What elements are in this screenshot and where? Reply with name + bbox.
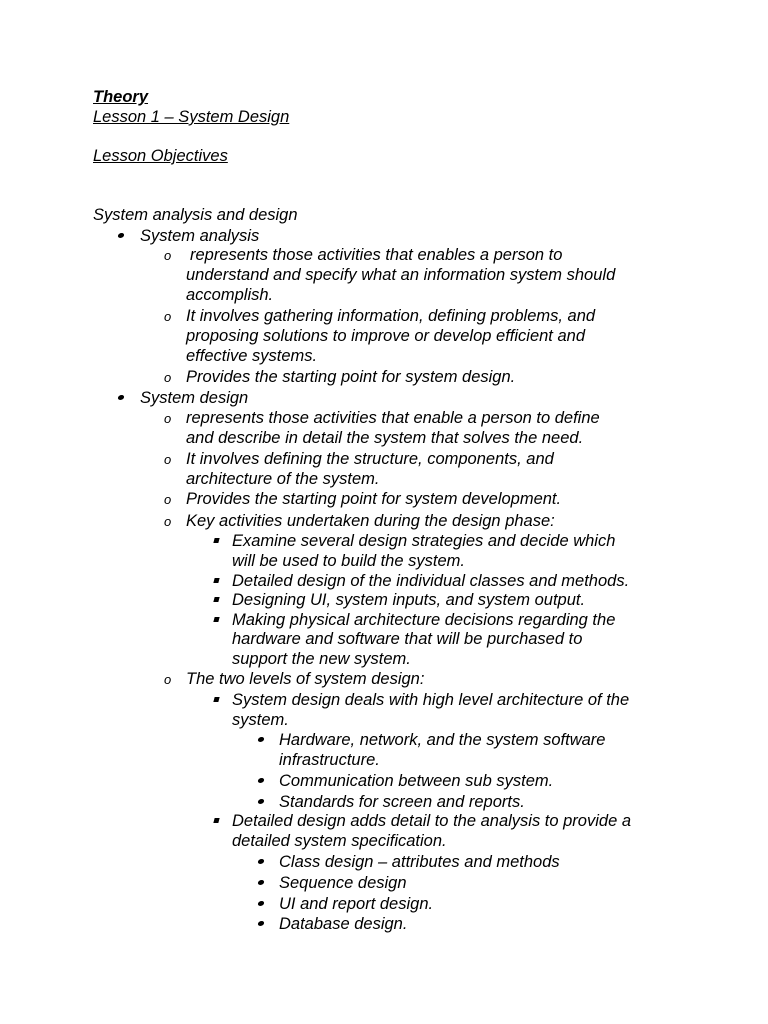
- level-1-point-1-line-1: Hardware, network, and the system software: [279, 731, 606, 749]
- key-activity-4-line-1: Making physical architecture decisions regarding the: [232, 611, 616, 629]
- square-bullet-icon: [213, 597, 219, 602]
- hollow-bullet-icon: o: [164, 411, 172, 426]
- hollow-bullet-icon: o: [164, 672, 172, 687]
- bullet-dot-icon: [117, 395, 124, 400]
- design-item-4: Key activities undertaken during the design phase:: [186, 512, 555, 530]
- section-title: System analysis and design: [93, 206, 298, 224]
- square-bullet-icon: [213, 818, 219, 823]
- bullet-dot-icon: [257, 859, 264, 864]
- design-item-2-line-1: It involves defining the structure, components, and: [186, 450, 554, 468]
- square-bullet-icon: [213, 697, 219, 702]
- analysis-item-2-line-1: It involves gathering information, defining problems, and: [186, 307, 596, 325]
- key-activity-2: Detailed design of the individual classes and methods.: [232, 572, 630, 590]
- level-1-line-1: System design deals with high level architecture of the: [232, 691, 630, 709]
- design-label: System design: [140, 389, 249, 407]
- key-activity-1-line-1: Examine several design strategies and decide which: [232, 532, 616, 550]
- bullet-dot-icon: [257, 880, 264, 885]
- level-2-line-2: detailed system specification.: [232, 832, 447, 850]
- hollow-bullet-icon: o: [164, 452, 172, 467]
- theory-heading: Theory: [93, 88, 149, 106]
- key-activity-3: Designing UI, system inputs, and system output.: [232, 591, 586, 609]
- level-2-point-1: Class design – attributes and methods: [279, 853, 560, 871]
- level-2-line-1: Detailed design adds detail to the analysis to provide a: [232, 812, 632, 830]
- level-2-point-4: Database design.: [279, 915, 408, 933]
- hollow-bullet-icon: o: [164, 492, 172, 507]
- hollow-bullet-icon: o: [164, 514, 172, 529]
- analysis-item-2-line-2: proposing solutions to improve or develop efficient and: [186, 327, 585, 345]
- level-1-line-2: system.: [232, 711, 289, 729]
- bullet-dot-icon: [257, 799, 264, 804]
- bullet-dot-icon: [257, 737, 264, 742]
- square-bullet-icon: [213, 617, 219, 622]
- design-item-1-line-2: and describe in detail the system that solves the need.: [186, 429, 584, 447]
- analysis-label: System analysis: [140, 227, 260, 245]
- design-item-1-line-1: represents those activities that enable a person to define: [186, 409, 600, 427]
- analysis-item-1-line-2: understand and specify what an information system should: [186, 266, 616, 284]
- square-bullet-icon: [213, 578, 219, 583]
- level-2-point-3: UI and report design.: [279, 895, 434, 913]
- analysis-item-3: Provides the starting point for system design.: [186, 368, 516, 386]
- key-activity-4-line-2: hardware and software that will be purchased to: [232, 630, 583, 648]
- level-1-point-3: Standards for screen and reports.: [279, 793, 525, 811]
- level-1-point-1-line-2: infrastructure.: [279, 751, 380, 769]
- hollow-bullet-icon: o: [164, 370, 172, 385]
- bullet-dot-icon: [257, 901, 264, 906]
- lesson-title: Lesson 1 – System Design: [93, 108, 290, 126]
- hollow-bullet-icon: o: [164, 248, 172, 263]
- level-1-point-2: Communication between sub system.: [279, 772, 554, 790]
- analysis-item-1-line-1: represents those activities that enables a person to: [190, 246, 563, 264]
- key-activity-4-line-3: support the new system.: [232, 650, 411, 668]
- level-2-point-2: Sequence design: [279, 874, 407, 892]
- design-item-2-line-2: architecture of the system.: [186, 470, 380, 488]
- analysis-item-2-line-3: effective systems.: [186, 347, 318, 365]
- design-item-3: Provides the starting point for system development.: [186, 490, 562, 508]
- key-activity-1-line-2: will be used to build the system.: [232, 552, 465, 570]
- lesson-objectives-heading: Lesson Objectives: [93, 147, 228, 165]
- bullet-dot-icon: [257, 921, 264, 926]
- analysis-item-1-line-3: accomplish.: [186, 286, 274, 304]
- bullet-dot-icon: [117, 233, 124, 238]
- bullet-dot-icon: [257, 778, 264, 783]
- hollow-bullet-icon: o: [164, 309, 172, 324]
- levels-label: The two levels of system design:: [186, 670, 425, 688]
- square-bullet-icon: [213, 538, 219, 543]
